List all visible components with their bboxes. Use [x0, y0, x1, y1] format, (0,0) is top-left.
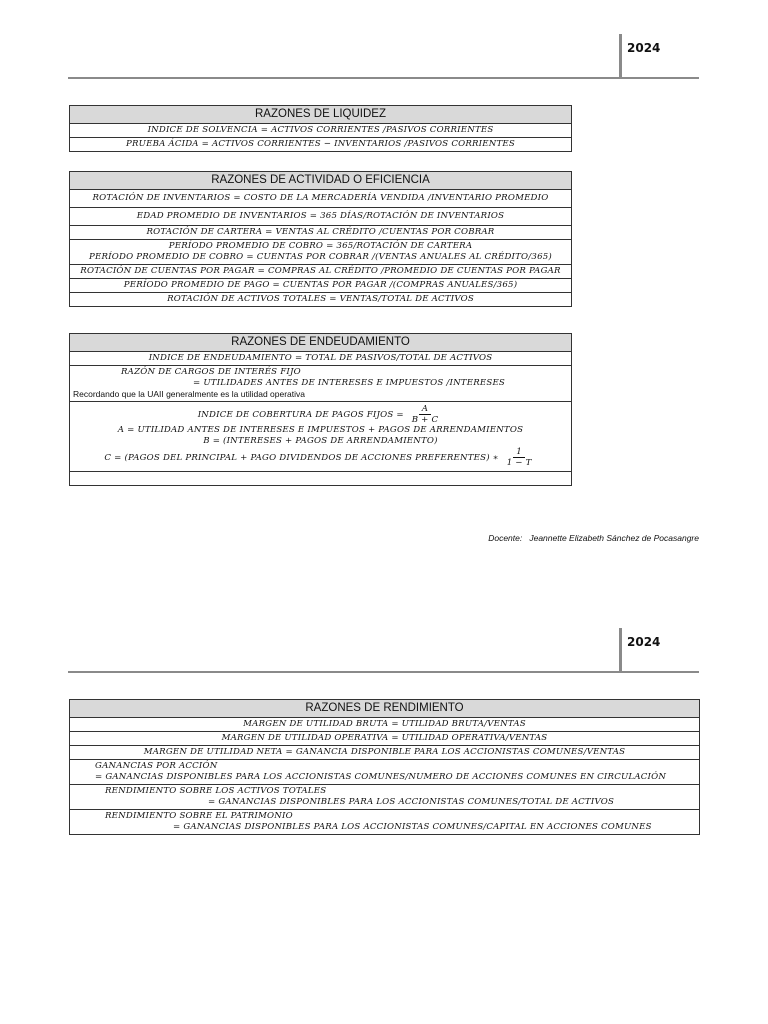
- actividad-row-periodo-pago: PERÍODO PROMEDIO DE PAGO = CUENTAS POR PAGAR /(COMPRAS ANUALES/365): [70, 279, 572, 293]
- periodo-cobro-line-1: PERÍODO PROMEDIO DE COBRO = 365/ROTACIÓN DE CARTERA: [168, 241, 473, 251]
- actividad-row-periodo-cobro: [70, 240, 572, 265]
- actividad-row-rotacion-inventarios: ROTACIÓN DE INVENTARIOS = COSTO DE LA MERCADERÍA VENDIDA /INVENTARIO PROMEDIO: [70, 190, 572, 208]
- rendimiento-row-margen-bruta: MARGEN DE UTILIDAD BRUTA = UTILIDAD BRUTA/VENTAS: [70, 718, 700, 732]
- cargos-interes-line-2: = UTILIDADES ANTES DE INTERESES E IMPUESTOS /INTERESES: [193, 378, 506, 388]
- cargos-interes-note: Recordando que la UAII generalmente es la utilidad operativa: [73, 389, 306, 399]
- header-rule: [68, 77, 699, 79]
- page-header-1: [0, 0, 768, 80]
- header-vertical-bar: [619, 628, 622, 672]
- roe-line-1: RENDIMIENTO SOBRE EL PATRIMONIO: [105, 811, 293, 821]
- header-rule: [68, 671, 699, 673]
- header-year: 2024: [627, 41, 661, 55]
- definition-a: A = UTILIDAD ANTES DE INTERESES E IMPUESTOS + PAGOS DE ARRENDAMIENTOS: [117, 425, 524, 435]
- header-year: 2024: [627, 635, 661, 649]
- definition-c-denominator: 1 − T: [506, 458, 532, 468]
- actividad-row-edad-inventarios: EDAD PROMEDIO DE INVENTARIOS = 365 DÍAS/ROTACIÓN DE INVENTARIOS: [70, 208, 572, 226]
- docente-label: Docente:: [488, 533, 523, 543]
- cobertura-denominator: B + C: [411, 415, 439, 425]
- gpa-line-2: = GANANCIAS DISPONIBLES PARA LOS ACCIONISTAS COMUNES/NUMERO DE ACCIONES COMUNES EN CIRCULACIÓN: [95, 772, 667, 782]
- actividad-row-rotacion-cartera: ROTACIÓN DE CARTERA = VENTAS AL CRÉDITO /CUENTAS POR COBRAR: [70, 226, 572, 240]
- rendimiento-table: [69, 699, 700, 835]
- definition-c: [73, 447, 568, 468]
- actividad-row-rotacion-cuentas-pagar: ROTACIÓN DE CUENTAS POR PAGAR = COMPRAS AL CRÉDITO /PROMEDIO DE CUENTAS POR PAGAR: [70, 265, 572, 279]
- cobertura-formula: [73, 404, 568, 425]
- actividad-title: RAZONES DE ACTIVIDAD O EFICIENCIA: [70, 172, 572, 190]
- definition-c-fraction: [504, 447, 535, 468]
- actividad-row-rotacion-activos: ROTACIÓN DE ACTIVOS TOTALES = VENTAS/TOTAL DE ACTIVOS: [70, 293, 572, 307]
- endeudamiento-table: [69, 333, 572, 486]
- endeudamiento-row-cargos-interes: [70, 366, 572, 402]
- liquidez-row-solvencia: INDICE DE SOLVENCIA = ACTIVOS CORRIENTES /PASIVOS CORRIENTES: [70, 124, 572, 138]
- periodo-cobro-line-2: PERÍODO PROMEDIO DE COBRO = CUENTAS POR COBRAR /(VENTAS ANUALES AL CRÉDITO/365): [89, 252, 552, 262]
- endeudamiento-empty-row: [70, 472, 572, 486]
- cobertura-fraction: [409, 404, 442, 425]
- liquidez-row-prueba-acida: PRUEBA ÁCIDA = ACTIVOS CORRIENTES − INVENTARIOS /PASIVOS CORRIENTES: [70, 138, 572, 152]
- rendimiento-title: RAZONES DE RENDIMIENTO: [70, 700, 700, 718]
- liquidez-table: [69, 105, 572, 152]
- endeudamiento-row-cobertura: [70, 402, 572, 472]
- roa-line-1: RENDIMIENTO SOBRE LOS ACTIVOS TOTALES: [105, 786, 327, 796]
- definition-b: B = (INTERESES + PAGOS DE ARRENDAMIENTO): [203, 436, 438, 446]
- cobertura-label: INDICE DE COBERTURA DE PAGOS FIJOS =: [197, 410, 404, 420]
- liquidez-title: RAZONES DE LIQUIDEZ: [70, 106, 572, 124]
- definition-c-text: C = (PAGOS DEL PRINCIPAL + PAGO DIVIDENDOS DE ACCIONES PREFERENTES) ∗: [104, 453, 499, 463]
- rendimiento-row-roe: [70, 810, 700, 835]
- rendimiento-row-margen-neta: MARGEN DE UTILIDAD NETA = GANANCIA DISPONIBLE PARA LOS ACCIONISTAS COMUNES/VENTAS: [70, 746, 700, 760]
- roe-line-2: = GANANCIAS DISPONIBLES PARA LOS ACCIONISTAS COMUNES/CAPITAL EN ACCIONES COMUNES: [173, 822, 652, 832]
- definition-c-numerator: 1: [513, 447, 525, 458]
- docente-credit: [488, 533, 699, 543]
- cargos-interes-line-1: RAZÓN DE CARGOS DE INTERÉS FIJO: [121, 367, 301, 377]
- rendimiento-row-roa: [70, 785, 700, 810]
- gpa-line-1: GANANCIAS POR ACCIÓN: [95, 761, 218, 771]
- rendimiento-row-ganancias-accion: [70, 760, 700, 785]
- endeudamiento-row-indice: INDICE DE ENDEUDAMIENTO = TOTAL DE PASIVOS/TOTAL DE ACTIVOS: [70, 352, 572, 366]
- actividad-table: [69, 171, 572, 307]
- endeudamiento-title: RAZONES DE ENDEUDAMIENTO: [70, 334, 572, 352]
- cobertura-numerator: A: [419, 404, 431, 415]
- docente-name: Jeannette Elizabeth Sánchez de Pocasangre: [529, 533, 699, 543]
- roa-line-2: = GANANCIAS DISPONIBLES PARA LOS ACCIONISTAS COMUNES/TOTAL DE ACTIVOS: [208, 797, 615, 807]
- header-vertical-bar: [619, 34, 622, 78]
- rendimiento-row-margen-operativa: MARGEN DE UTILIDAD OPERATIVA = UTILIDAD OPERATIVA/VENTAS: [70, 732, 700, 746]
- page-header-2: [0, 594, 768, 674]
